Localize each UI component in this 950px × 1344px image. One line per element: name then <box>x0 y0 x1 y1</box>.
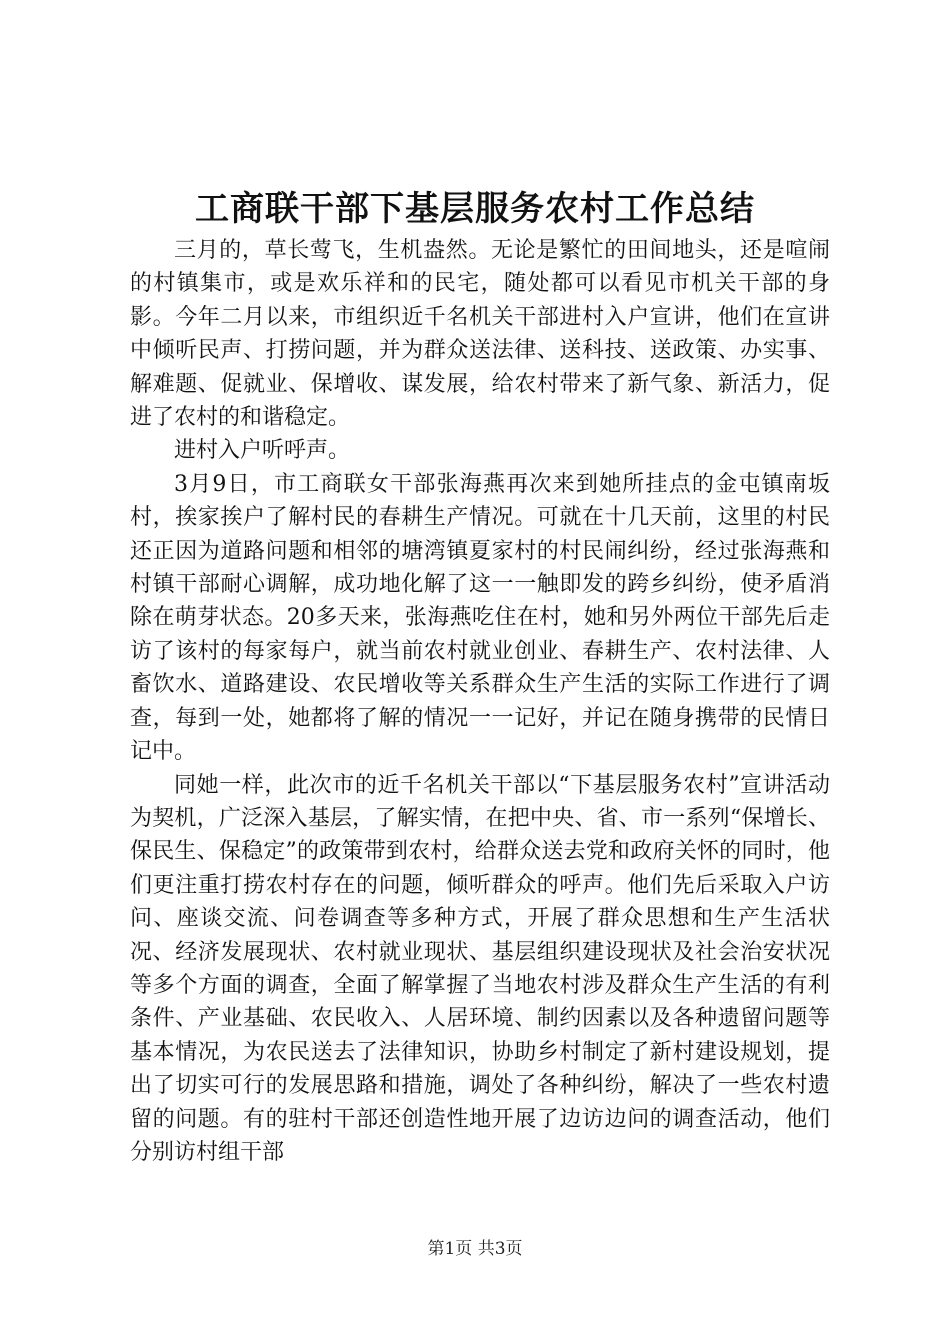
paragraph-intro: 三月的，草长莺飞，生机盎然。无论是繁忙的田间地头，还是喧闹的村镇集市，或是欢乐祥和的民宅，随处都可以看见市机关干部的身影。今年二月以来，市组织近千名机关干部进村入户宣讲，他们在宣讲中倾听民声、打捞问题，并为群众送法律、送科技、送政策、办实事、解难题、促就业、保增收、谋发展，给农村带来了新气象、新活力，促进了农村的和谐稳定。 <box>130 238 830 431</box>
document-title: 工商联干部下基层服务农村工作总结 <box>195 189 755 229</box>
page-number-footer: 第1页 共3页 <box>427 1239 523 1259</box>
paragraph-subheading: 进村入户听呼声。 <box>174 438 351 464</box>
paragraph-zhang-haiyan: 3月9日，市工商联女干部张海燕再次来到她所挂点的金屯镇南坂村，挨家挨户了解村民的春耕生产情况。可就在十几天前，这里的村民还正因为道路问题和相邻的塘湾镇夏家村的村民闹纠纷，经过张海燕和村镇干部耐心调解，成功地化解了这一一触即发的跨乡纠纷，使矛盾消除在萌芽状态。20多天来，张海燕吃住在村，她和另外两位干部先后走访了该村的每家每户，就当前农村就业创业、春耕生产、农村法律、人畜饮水、道路建设、农民增收等关系群众生产生活的实际工作进行了调查，每到一处，她都将了解的情况一一记好，并记在随身携带的民情日记中。 <box>130 471 830 765</box>
paragraph-cadres-survey: 同她一样，此次市的近千名机关干部以“下基层服务农村”宣讲活动为契机，广泛深入基层，了解实情，在把中央、省、市一系列“保增长、保民生、保稳定”的政策带到农村，给群众送去党和政府关怀的同时，他们更注重打捞农村存在的问题，倾听群众的呼声。他们先后采取入户访问、座谈交流、问卷调查等多种方式，开展了群众思想和生产生活状况、经济发展现状、农村就业现状、基层组织建设现状及社会治安状况等多个方面的调查，全面了解掌握了当地农村涉及群众生产生活的有利条件、产业基础、农民收入、人居环境、制约因素以及各种遗留问题等基本情况，为农民送去了法律知识，协助乡村制定了新村建设规划，提出了切实可行的发展思路和措施，调处了各种纠纷，解决了一些农村遗留的问题。有的驻村干部还创造性地开展了边访边问的调查活动，他们分别访村组干部 <box>130 772 830 1165</box>
document-body <box>130 234 830 1169</box>
